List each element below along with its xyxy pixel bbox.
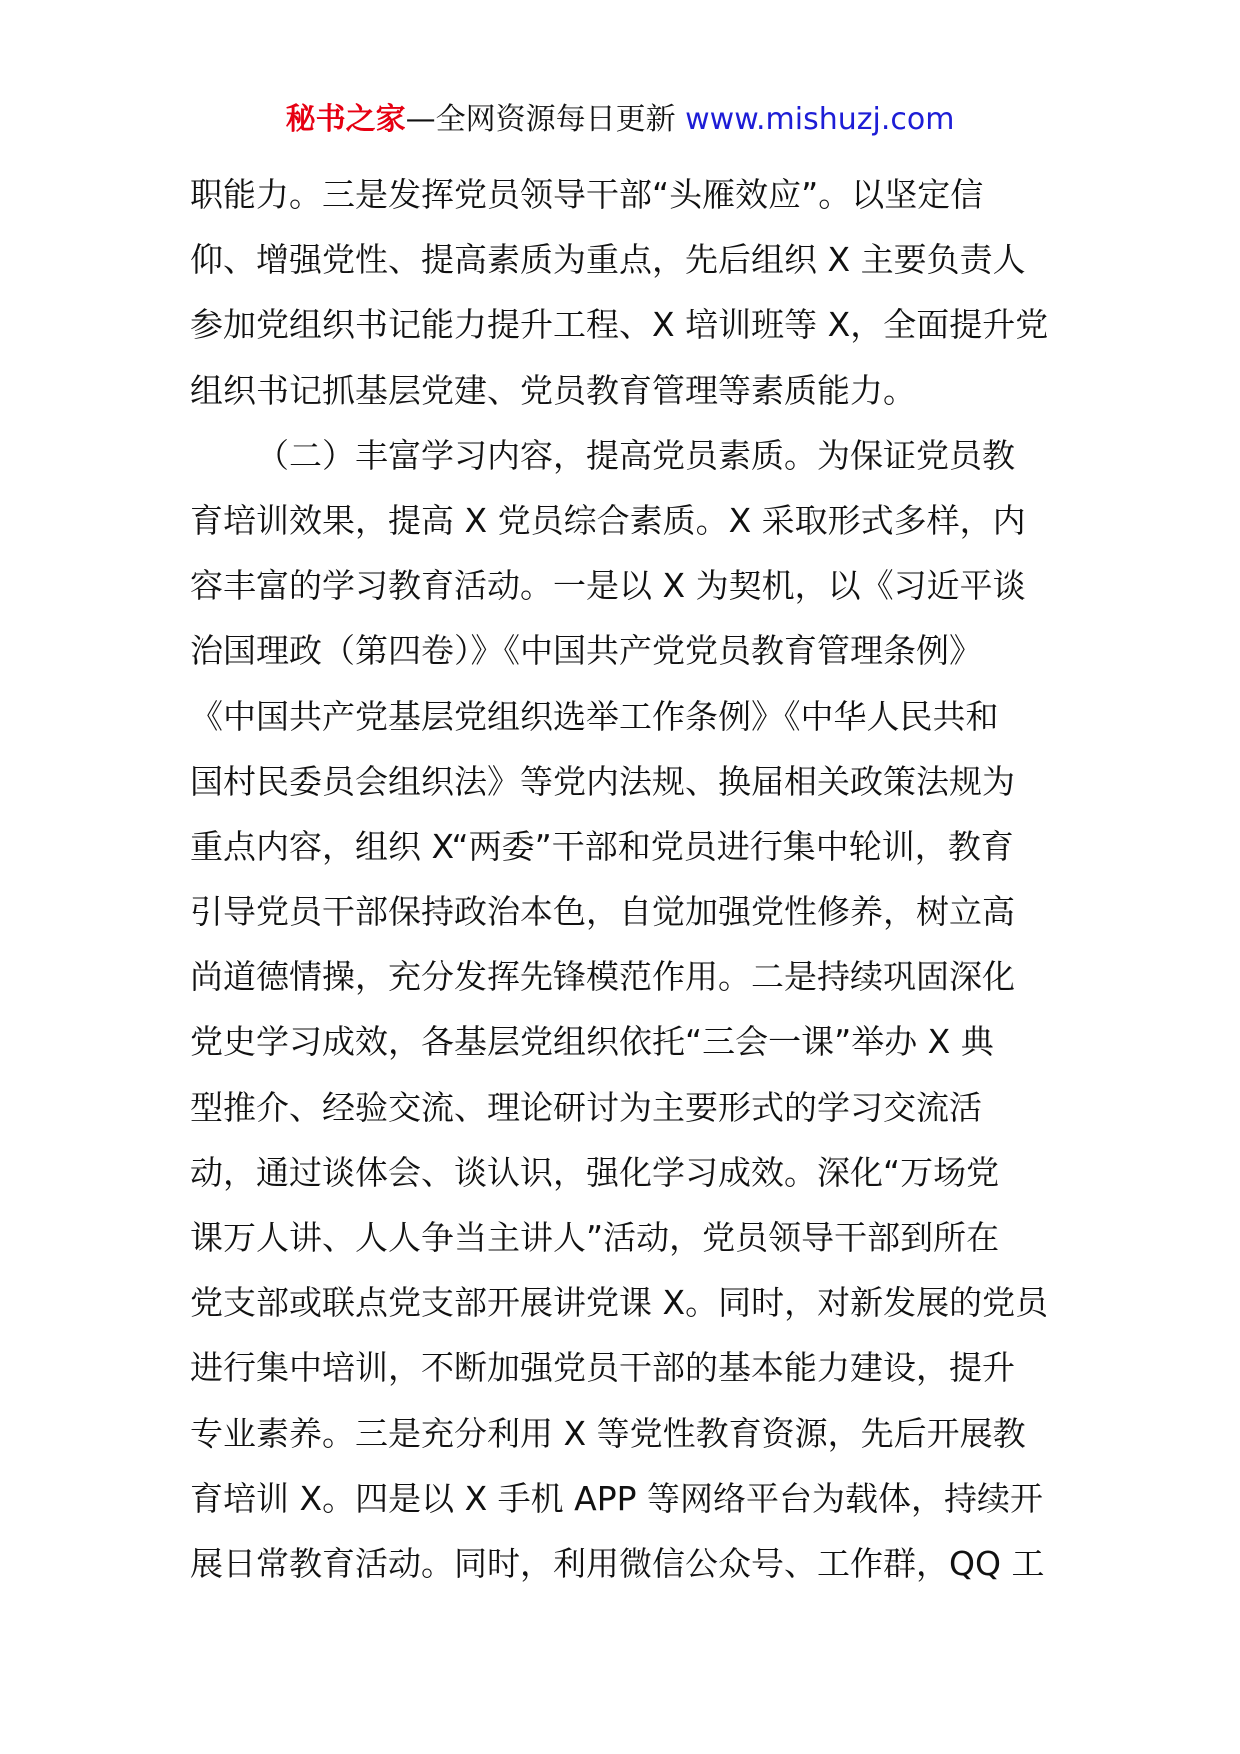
brand-name: 秘书之家	[285, 102, 406, 137]
text-line: 展日常教育活动。同时，利用微信公众号、工作群，QQ 工	[190, 1543, 1045, 1583]
text-line: 重点内容，组织 X“两委”干部和党员进行集中轮训，教育	[190, 826, 1014, 866]
text-line: 参加党组织书记能力提升工程、X 培训班等 X，全面提升党	[190, 305, 1049, 345]
text-line: 党支部或联点党支部开展讲党课 X。同时，对新发展的党员	[190, 1283, 1049, 1323]
page-header	[0, 100, 1240, 140]
section-heading-line: （二）丰富学习内容，提高党员素质。为保证党员教	[256, 435, 1015, 475]
document-body	[190, 162, 1060, 1596]
text-line: 职能力。三是发挥党员领导干部“头雁效应”。以坚定信	[190, 175, 984, 214]
text-line: 容丰富的学习教育活动。一是以 X 为契机，以《习近平谈	[190, 566, 1026, 606]
text-line: 课万人讲、人人争当主讲人”活动，党员领导干部到所在	[190, 1218, 1000, 1257]
text-line: 育培训 X。四是以 X 手机 APP 等网络平台为载体，持续开	[190, 1478, 1044, 1518]
text-line: 动，通过谈体会、谈认识，强化学习成效。深化“万场党	[190, 1152, 1000, 1192]
text-line: 国村民委员会组织法》等党内法规、换届相关政策法规为	[190, 761, 1015, 801]
website-link[interactable]: www.mishuzj.com	[685, 102, 955, 137]
text-line: 仰、增强党性、提高素质为重点，先后组织 X 主要负责人	[190, 240, 1026, 280]
text-line: 党史学习成效，各基层党组织依托“三会一课”举办 X 典	[190, 1022, 994, 1062]
text-line: 型推介、经验交流、理论研讨为主要形式的学习交流活	[190, 1087, 982, 1127]
text-line: 尚道德情操，充分发挥先锋模范作用。二是持续巩固深化	[190, 957, 1015, 997]
text-line: 进行集中培训，不断加强党员干部的基本能力建设，提升	[190, 1348, 1015, 1388]
text-line: 引导党员干部保持政治本色，自觉加强党性修养，树立高	[190, 892, 1015, 932]
header-slogan: —全网资源每日更新	[405, 102, 676, 137]
text-line: 育培训效果，提高 X 党员综合素质。X 采取形式多样，内	[190, 500, 1026, 540]
text-line: 《中国共产党基层党组织选举工作条例》《中华人民共和	[190, 696, 999, 736]
text-line: 组织书记抓基层党建、党员教育管理等素质能力。	[190, 370, 916, 410]
text-line: 治国理政（第四卷）》《中国共产党党员教育管理条例》	[190, 631, 982, 671]
text-line: 专业素养。三是充分利用 X 等党性教育资源，先后开展教	[190, 1413, 1026, 1453]
